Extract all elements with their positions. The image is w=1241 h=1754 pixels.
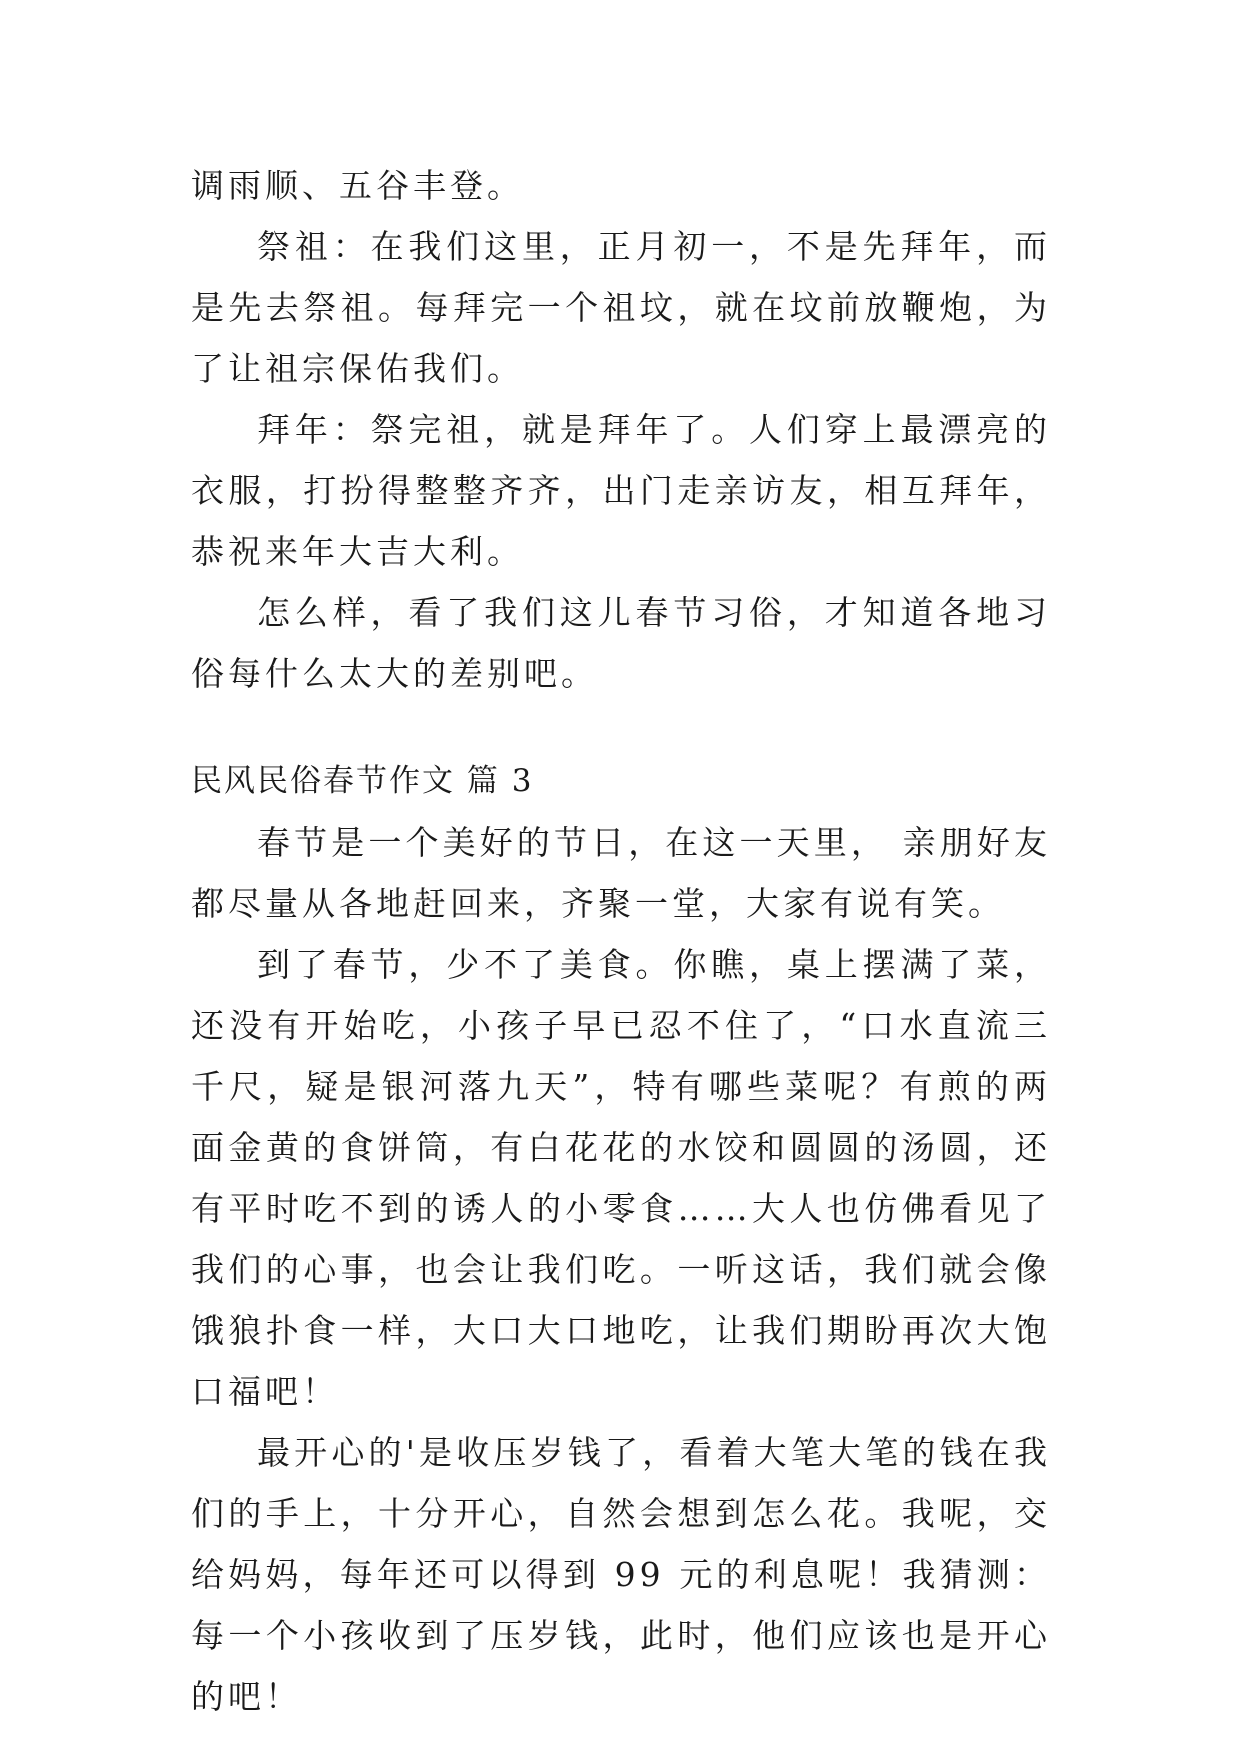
paragraph-intro: 春节是一个美好的节日，在这一天里， 亲朋好友都尽量从各地赶回来，齐聚一堂，大家有说有笑。 (191, 823, 1051, 923)
document-page (191, 155, 1051, 1727)
paragraph-new-year-greeting: 拜年：祭完祖，就是拜年了。人们穿上最漂亮的衣服，打扮得整整齐齐，出门走亲访友，相互拜年，恭祝来年大吉大利。 (191, 410, 1051, 571)
paragraph-red-envelope: 最开心的'是收压岁钱了，看着大笔大笔的钱在我们的手上，十分开心，自然会想到怎么花。我呢，交给妈妈，每年还可以得到 99 元的利息呢！我猜测：每一个小孩收到了压岁钱，此时，他们应该也是开心的吧！ (191, 1433, 1051, 1716)
paragraph-continuation: 调雨顺、五谷丰登。 (191, 166, 524, 205)
paragraph-ancestor-worship: 祭祖：在我们这里，正月初一，不是先拜年，而是先去祭祖。每拜完一个祖坟，就在坟前放鞭炮，为了让祖宗保佑我们。 (191, 227, 1051, 388)
section-title: 民风民俗春节作文 篇 3 (191, 763, 534, 799)
paragraph-food: 到了春节，少不了美食。你瞧，桌上摆满了菜，还没有开始吃，小孩子早已忍不住了，“口水直流三千尺，疑是银河落九天”，特有哪些菜呢？有煎的两面金黄的食饼筒，有白花花的水饺和圆圆的汤圆，还有平时吃不到的诱人的小零食……大人也仿佛看见了我们的心事，也会让我们吃。一听这话，我们就会像饿狼扑食一样，大口大口地吃，让我们期盼再次大饱口福吧！ (191, 945, 1051, 1411)
paragraph-conclusion: 怎么样，看了我们这儿春节习俗，才知道各地习俗每什么太大的差别吧。 (191, 593, 1051, 693)
